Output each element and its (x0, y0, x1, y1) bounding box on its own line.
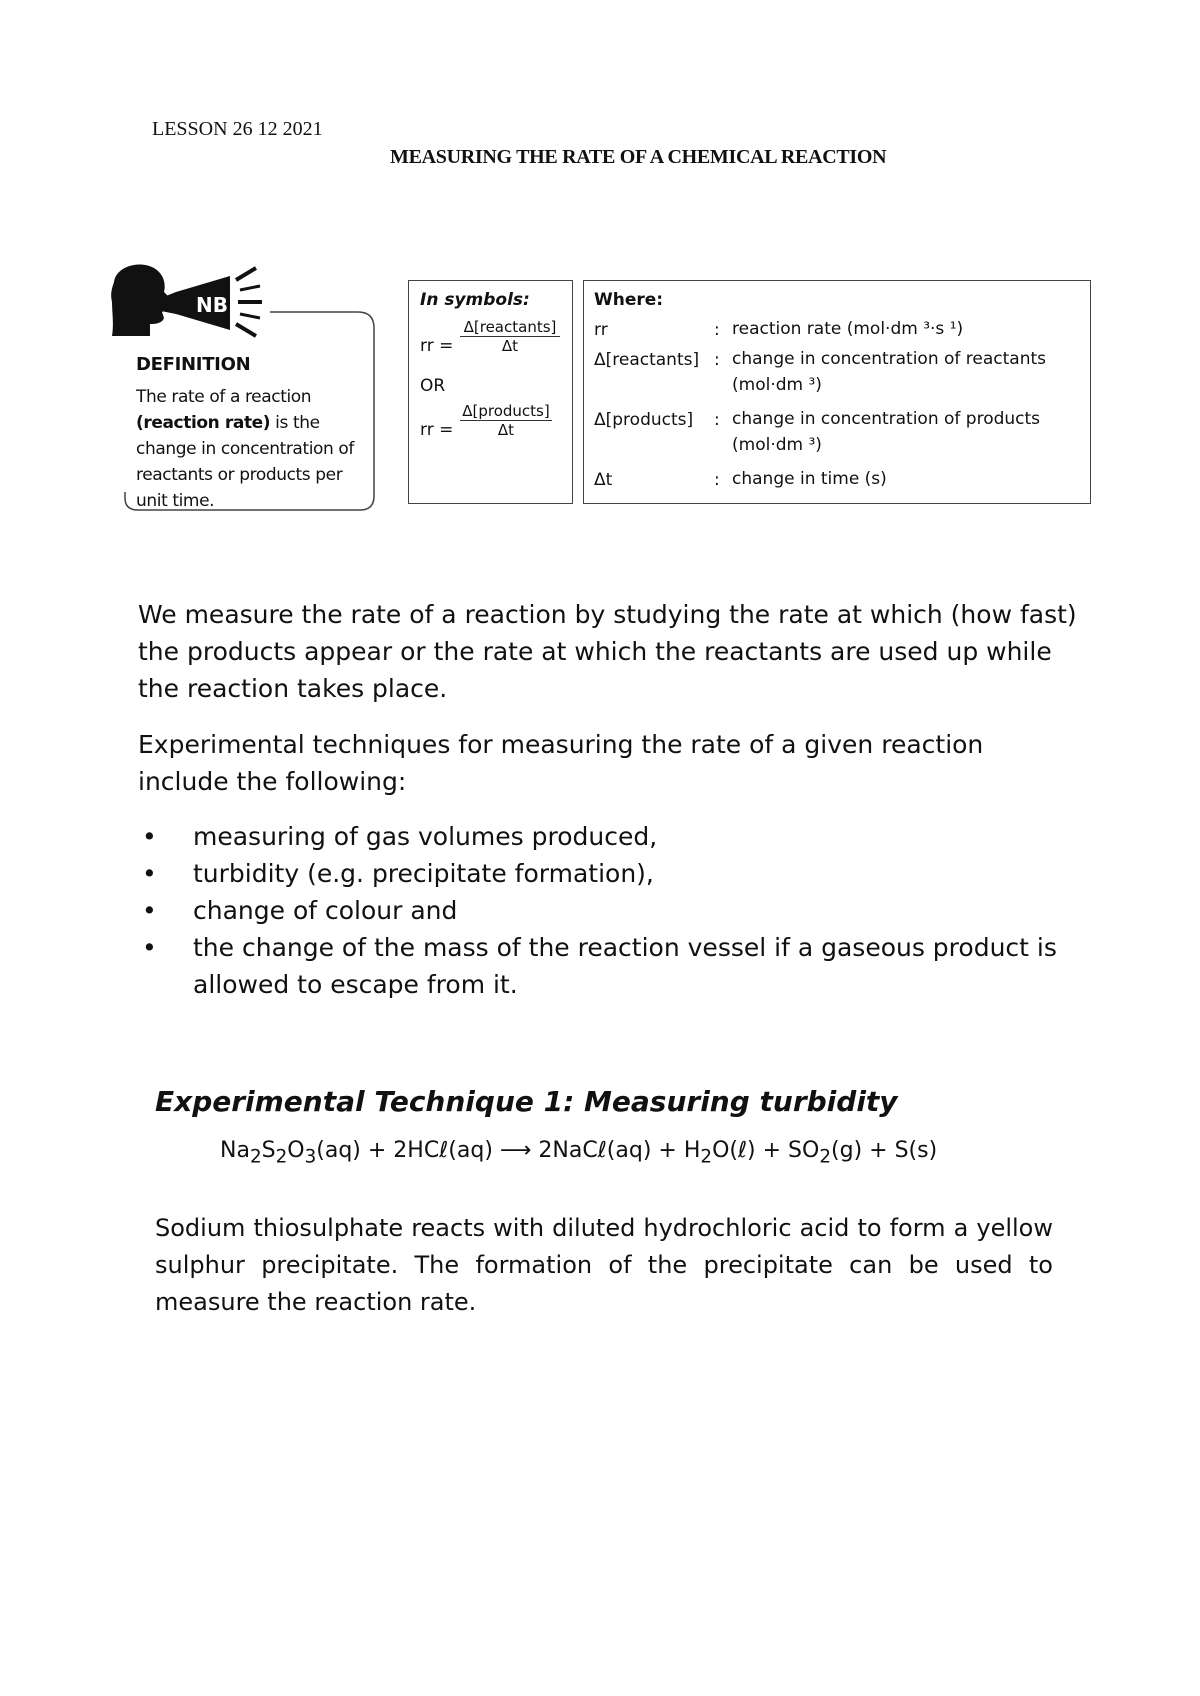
bullet-icon: • (142, 822, 157, 851)
technique-heading: Experimental Technique 1: Measuring turbidity (155, 1085, 898, 1118)
where-symbol-dt: Δt (594, 470, 613, 490)
techniques-paragraph: Experimental techniques for measuring the rate of a given reaction include the following: (138, 730, 984, 796)
eq-part: (aq) + 2HCℓ(aq) ⟶ 2NaCℓ(aq) + H (316, 1138, 701, 1163)
definition-title: DEFINITION (136, 354, 251, 375)
list-item (138, 855, 1078, 892)
eq-part: Na (220, 1138, 250, 1163)
eq-part: O (287, 1138, 305, 1163)
rr-label-2: rr = (420, 420, 454, 440)
eq-subscript: 2 (275, 1146, 288, 1168)
where-colon: : (714, 410, 720, 430)
definition-text-before: The rate of a reaction (136, 387, 312, 407)
definition-bold-term: (reaction rate) (136, 413, 271, 433)
where-colon: : (714, 470, 720, 490)
definition-text-after: is the change in concentration of reactants or products per unit time. (136, 413, 354, 511)
lesson-date: LESSON 26 12 2021 (152, 118, 323, 140)
rate-formula-products (460, 402, 552, 439)
eq-subscript: 2 (819, 1146, 832, 1168)
where-definition-products: change in concentration of products (mol·dm ³) (732, 409, 1041, 455)
bullet-icon: • (142, 933, 157, 962)
where-colon: : (714, 350, 720, 370)
formula1-numerator: Δ[reactants] (460, 318, 560, 337)
page-title: MEASURING THE RATE OF A CHEMICAL REACTION (390, 146, 887, 168)
where-definition-rr: reaction rate (mol·dm ³·s ¹) (732, 319, 964, 339)
symbols-title: In symbols: (420, 290, 530, 310)
where-symbol-products: Δ[products] (594, 410, 694, 430)
or-label: OR (420, 376, 446, 396)
where-symbol-rr: rr (594, 320, 608, 340)
formula1-denominator: Δt (501, 337, 519, 355)
eq-part: O(ℓ) + SO (712, 1138, 820, 1163)
nb-label: NB (196, 293, 228, 317)
eq-part: S (261, 1138, 276, 1163)
where-definition-dt: change in time (s) (732, 469, 887, 489)
where-definition-reactants: change in concentration of reactants (mol·dm ³) (732, 349, 1047, 395)
where-title: Where: (594, 290, 664, 310)
list-item-text: the change of the mass of the reaction vessel if a gaseous product is allowed to escape from it. (193, 933, 1057, 999)
rr-label-1: rr = (420, 336, 454, 356)
list-item-text: turbidity (e.g. precipitate formation), (193, 859, 654, 888)
formula2-denominator: Δt (497, 421, 515, 439)
eq-subscript: 2 (700, 1146, 713, 1168)
eq-part: (g) + S(s) (831, 1138, 938, 1163)
techniques-list (138, 818, 1078, 1003)
eq-subscript: 3 (304, 1146, 317, 1168)
rate-formula-reactants (460, 318, 560, 355)
list-item (138, 892, 1078, 929)
list-item (138, 929, 1078, 1003)
chemical-equation (220, 1138, 937, 1167)
bullet-icon: • (142, 896, 157, 925)
technique-description: Sodium thiosulphate reacts with diluted hydrochloric acid to form a yellow sulphur precipitate. The formation of the precipitate can be used to measure the reaction rate. (155, 1214, 1053, 1316)
list-item-text: change of colour and (193, 896, 458, 925)
where-symbol-reactants: Δ[reactants] (594, 350, 700, 370)
where-colon: : (714, 320, 720, 340)
definition-text (136, 384, 372, 514)
list-item-text: measuring of gas volumes produced, (193, 822, 658, 851)
intro-paragraph: We measure the rate of a reaction by studying the rate at which (how fast) the products appear or the rate at which the reactants are used up while the reaction takes place. (138, 600, 1077, 703)
eq-subscript: 2 (249, 1146, 262, 1168)
formula2-numerator: Δ[products] (460, 402, 552, 421)
list-item (138, 818, 1078, 855)
bullet-icon: • (142, 859, 157, 888)
